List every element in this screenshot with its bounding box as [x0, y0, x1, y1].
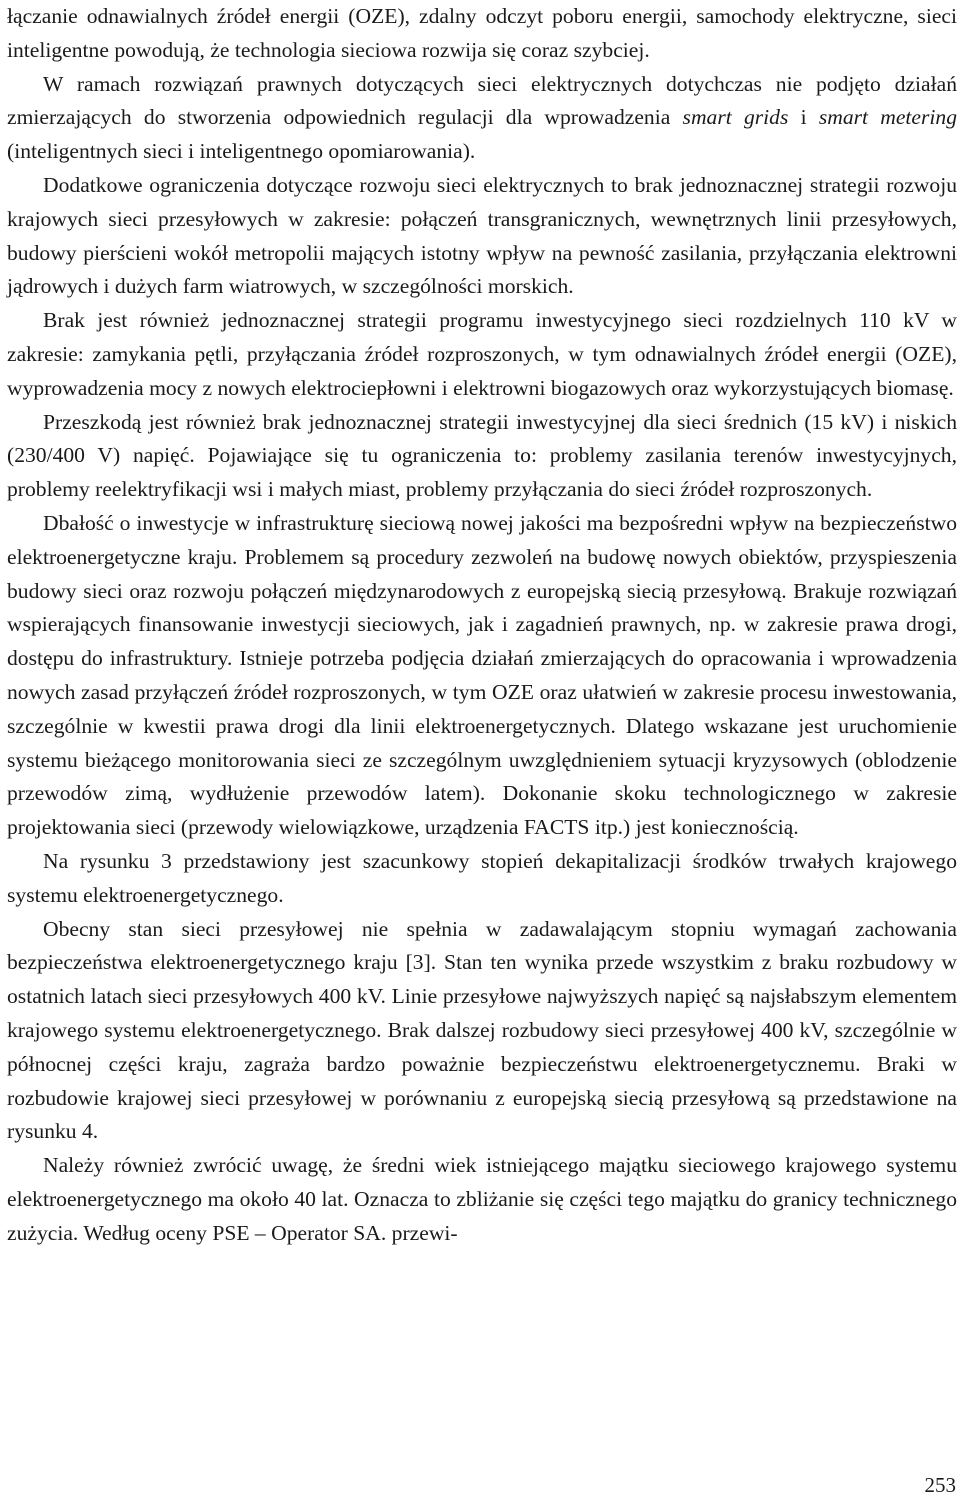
page-number: 253	[924, 1473, 956, 1497]
paragraph-7: Na rysunku 3 przedstawiony jest szacunkowy stopień dekapitalizacji środków trwałych krajowego systemu elektroenergetycznego.	[7, 848, 957, 907]
paragraph-1: łączanie odnawialnych źródeł energii (OZE), zdalny odczyt poboru energii, samochody elektryczne, sieci inteligentne powodują, że technologia sieciowa rozwija się coraz szybciej.	[7, 4, 957, 62]
italic-term: smart grids	[682, 105, 789, 130]
paragraph-2: W ramach rozwiązań prawnych dotyczących sieci elektrycznych dotychczas nie podjęto działań zmierzających do stworzenia odpowiednich regulacji dla wprowadzenia smart grids i smart metering (inteligentnych sieci i inteligentnego opomiarowania).	[7, 71, 958, 164]
italic-term: smart metering	[818, 105, 958, 130]
paragraph-8: Obecny stan sieci przesyłowej nie spełnia w zadawalającym stopniu wymagań zachowania bezpieczeństwa elektroenergetycznego kraju [3]. Stan ten wynika przede wszystkim z braku rozbudowy w ostatnich latach sieci przesyłowych 400 kV. Linie przesyłowe najwyższych napięć są najsłabszym elementem krajowego systemu elektroenergetycznego. Brak dalszej rozbudowy sieci przesyłowej 400 kV, szczególnie w północnej części kraju, zagraża bardzo poważnie bezpieczeństwu elektroenergetycznemu. Braki w rozbudowie krajowej sieci przesyłowej w porównaniu z europejską siecią przesyłową są przedstawione na rysunku 4.	[7, 916, 957, 1144]
paragraph-9: Należy również zwrócić uwagę, że średni wiek istniejącego majątku sieciowego krajowego systemu elektroenergetycznego ma około 40 lat. Oznacza to zbliżanie się części tego majątku do granicy technicznego zużycia. Według oceny PSE – Operator SA. przewi-	[7, 1153, 957, 1245]
document-page	[7, 0, 957, 1250]
paragraph-5: Przeszkodą jest również brak jednoznacznej strategii inwestycyjnej dla sieci średnich (15 kV) i niskich (230/400 V) napięć. Pojawiające się tu ograniczenia to: problemy zasilania terenów inwestycyjnych, problemy reelektryfikacji wsi i małych miast, problemy przyłączania do sieci źródeł rozproszonych.	[7, 409, 957, 502]
paragraph-4: Brak jest również jednoznacznej strategii programu inwestycyjnego sieci rozdzielnych 110 kV w zakresie: zamykania pętli, przyłączania źródeł rozproszonych, w tym odnawialnych źródeł energii (OZE), wyprowadzenia mocy z nowych elektrociepłowni i elektrowni biogazowych oraz wykorzystujących biomasę.	[7, 308, 957, 400]
paragraph-3: Dodatkowe ograniczenia dotyczące rozwoju sieci elektrycznych to brak jednoznacznej strategii rozwoju krajowych sieci przesyłowych w zakresie: połączeń transgranicznych, wewnętrznych linii przesyłowych, budowy pierścieni wokół metropolii mających istotny wpływ na pewność zasilania, przyłączania elektrowni jądrowych i dużych farm wiatrowych, w szczególności morskich.	[7, 172, 957, 299]
paragraph-6: Dbałość o inwestycje w infrastrukturę sieciową nowej jakości ma bezpośredni wpływ na bezpieczeństwo elektroenergetyczne kraju. Problemem są procedury zezwoleń na budowę nowych obiektów, przyspieszenia budowy sieci oraz rozwoju połączeń międzynarodowych z europejską siecią przesyłową. Brakuje rozwiązań wspierających finansowanie inwestycji sieciowych, jak i zagadnień prawnych, np. w zakresie prawa drogi, dostępu do infrastruktury. Istnieje potrzeba podjęcia działań zmierzających do opracowania i wprowadzenia nowych zasad przyłączeń źródeł rozproszonych, w tym OZE oraz ułatwień w zakresie procesu inwestowania, szczególnie w kwestii prawa drogi dla linii elektroenergetycznych. Dlatego wskazane jest uruchomienie systemu bieżącego monitorowania sieci ze szczególnym uwzględnieniem sytuacji kryzysowych (oblodzenie przewodów zimą, wydłużenie przewodów latem). Dokonanie skoku technologicznego w zakresie projektowania sieci (przewody wielowiązkowe, urządzenia FACTS itp.) jest koniecznością.	[7, 510, 957, 840]
